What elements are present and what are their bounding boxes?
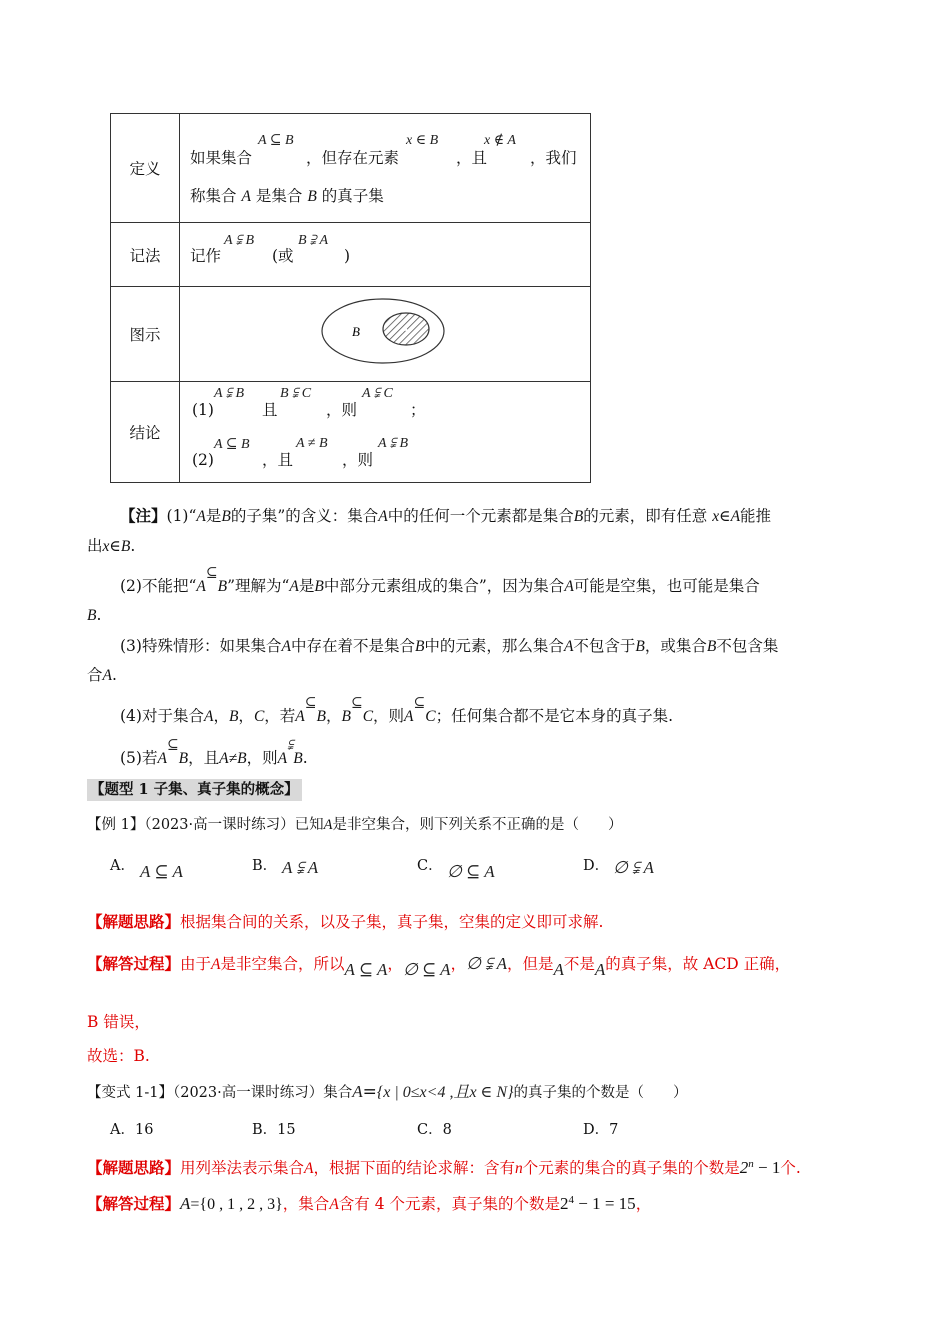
variant-option-d: D．7	[583, 1122, 619, 1138]
option-a-letter: A．	[110, 858, 135, 874]
variant-1-1-options	[110, 1120, 670, 1142]
notation-text-2: (或	[272, 247, 294, 265]
def-expr-subset: A ⊆ B	[258, 133, 294, 148]
venn-diagram	[180, 287, 590, 377]
conclusion-1-index: (1)	[192, 401, 214, 419]
note-3-line-1: (3)特殊情形：如果集合A中存在着不是集合B中的元素，那么集合A不包含于B，或集合B不包含集	[120, 637, 779, 655]
table-row-conclusion	[111, 382, 591, 483]
note-3-line-2: 合A.	[87, 666, 117, 684]
def-text-4: ，我们	[530, 149, 577, 167]
conclusion-1-end: ；	[410, 401, 426, 419]
variant-1-1-idea: 【解题思路】用列举法表示集合A，根据下面的结论求解：含有n个元素的集合的真子集的个数是$2^n - 1$个.	[87, 1158, 801, 1178]
definition-cell	[180, 114, 591, 223]
row-label-notation: 记法	[111, 223, 180, 287]
table-row-definition	[111, 114, 591, 223]
conclusion-1-then: ，则	[326, 401, 358, 419]
conclusion-2-expr-c: A ⫋ B	[378, 436, 409, 451]
definition-table	[110, 113, 591, 483]
notation-cell	[180, 223, 591, 287]
variant-option-a: A．16	[110, 1122, 154, 1138]
example-1-process: 【解答过程】由于A是非空集合，所以A ⊆ A，∅ ⊆ A，∅ ⫋ A，但是A不是A的真子集，故 ACD 正确，	[87, 954, 791, 979]
conclusion-1-expr-b: B ⫋ C	[280, 386, 312, 401]
note-5: (5)若A⊆B，且A≠B，则A⫋B.	[120, 738, 308, 767]
example-1-options	[110, 856, 710, 890]
variant-option-c: C．8	[417, 1122, 452, 1138]
conclusion-2-expr-a: A ⊆ B	[214, 437, 250, 452]
conclusion-1-expr-c: A ⫋ C	[362, 386, 393, 401]
inner-set-label: A	[401, 322, 409, 336]
note-1-line-1: 【注】(1)“A是B的子集”的含义：集合A中的任何一个元素都是集合B的元素，即有任意 x∈A能推	[120, 506, 772, 525]
option-b-expr: A ⫋ A	[282, 858, 319, 877]
conclusion-1-expr-a: A ⫋ B	[214, 386, 245, 401]
diagram-cell	[180, 287, 591, 382]
conclusion-cell	[180, 382, 591, 483]
option-d-expr: ∅ ⫋ A	[613, 858, 654, 877]
row-label-definition: 定义	[111, 114, 180, 223]
def-expr-in: x ∈ B	[406, 133, 439, 148]
option-a-expr: A ⊆ A	[140, 862, 183, 881]
conclusion-1-and: 且	[262, 401, 278, 419]
section-header: 【题型 1 子集、真子集的概念】	[87, 779, 302, 801]
variant-1-1-process: 【解答过程】A={0 , 1 , 2 , 3}，集合A含有 4 个元素，真子集的个数是$2^4 - 1 = 15$，	[87, 1194, 652, 1214]
example-1-idea: 【解题思路】根据集合间的关系，以及子集，真子集，空集的定义即可求解.	[87, 912, 604, 931]
table-row-diagram	[111, 287, 591, 382]
notation-text-1: 记作	[190, 247, 222, 265]
option-b-letter: B．	[252, 858, 278, 874]
conclusion-2-index: (2)	[192, 451, 214, 469]
note-4: (4)对于集合A，B，C，若A⊆B，B⊆C，则A⊆C；任何集合都不是它本身的真子集.	[120, 696, 674, 725]
def-line2: 称集合 A 是集合 B 的真子集	[190, 187, 384, 205]
def-text-1: 如果集合	[190, 149, 253, 167]
note-1-line-2: 出x∈B.	[87, 537, 136, 555]
variant-option-b: B．15	[252, 1122, 296, 1138]
option-d-letter: D．	[583, 858, 610, 874]
option-c-expr: ∅ ⊆ A	[447, 862, 495, 881]
option-c-letter: C．	[417, 858, 443, 874]
variant-1-1-stem: 【变式 1-1】（2023·高一课时练习）集合A={x | 0≤x<4 ,且x ∈ N}的真子集的个数是（ ）	[87, 1082, 688, 1102]
outer-set-label: B	[352, 324, 360, 339]
conclusion-2-and: ，且	[262, 451, 294, 469]
notation-text-3: )	[344, 247, 351, 265]
note-2-line-2: B.	[87, 606, 102, 624]
example-1-stem: 【例 1】（2023·高一课时练习）已知A是非空集合，则下列关系不正确的是（ ）	[87, 817, 623, 833]
table-row-notation	[111, 223, 591, 287]
conclusion-2-then: ，则	[342, 451, 374, 469]
row-label-diagram: 图示	[111, 287, 180, 382]
conclusion-2-expr-b: A ≠ B	[296, 436, 328, 451]
notation-expr-1: A ⫋ B	[224, 233, 255, 248]
def-expr-notin: x ∉ A	[484, 133, 516, 148]
example-1-answer: 故选：B.	[87, 1047, 150, 1065]
note-2-line-1: (2)不能把“A⊆B”理解为“A是B中部分元素组成的集合”，因为集合A可能是空集，也可能是集合	[120, 566, 760, 595]
def-text-3: ，且	[456, 149, 488, 167]
def-text-2: ，但存在元素	[306, 149, 400, 167]
example-1-process-line-2: B 错误，	[87, 1013, 150, 1031]
row-label-conclusion: 结论	[111, 382, 180, 483]
notation-expr-2: B ⫌ A	[298, 233, 329, 248]
